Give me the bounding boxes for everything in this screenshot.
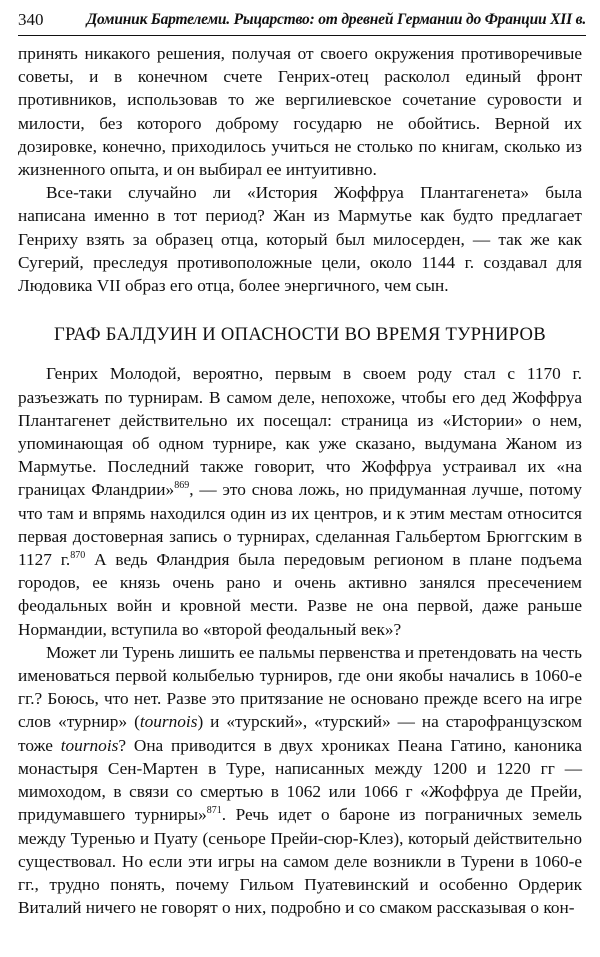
italic-term-2: tournois [60, 735, 119, 755]
body-text [18, 42, 582, 919]
paragraph-3 [18, 362, 582, 640]
italic-term-1: tournois [139, 712, 198, 732]
paragraph-4-part-3: ? Она приводится в двух хрониках Пеана Гатино, каноника монастыря Сен-Мартен в Туре, написанных между 1200 и 1220 гг — мимоходом, в связи со смертью в 1062 или 1066 г «Жоффруа де Прейи, придумавшего турниры» [18, 735, 582, 825]
paragraph-4-part-4: . Речь идет о бароне из пограничных земель между Туренью и Пуату (сеньоре Прейи-сюр-Клез), который действительно существовал. Но если эти игры на самом деле возникли в Турени в 1060-е гг., трудно понять, почему Гильом Пуатевинский и особенно Ордерик Виталий ничего не говорят о них, подробно и со смаком рассказывая о кон- [18, 805, 582, 918]
page-header [18, 6, 586, 36]
footnote-ref-871: 871 [206, 805, 222, 817]
section-heading: ГРАФ БАЛДУИН И ОПАСНОСТИ ВО ВРЕМЯ ТУРНИРОВ [54, 324, 546, 346]
paragraph-4-part-2: ) и «турский», «турский» — на старофранцузском тоже [18, 712, 583, 755]
header-rule [18, 35, 586, 36]
paragraph-1: принять никакого решения, получая от своего окружения противоречивые советы, и в конечном счете Генрих-отец расколол единый фронт противников, использовав то же вергилиевское сочетание суровости и милости, без которого доброму государю не обойтись. Верной их дозировке, конечно, приходилось учиться не столько по книгам, сколько из жизненного опыта, и он выбирал ее интуитивно. [18, 44, 582, 180]
running-title: Доминик Бартелеми. Рыцарство: от древней Германии до Франции XII в. [86, 11, 586, 28]
paragraph-4 [18, 641, 582, 919]
paragraph-3-part-2: , — это снова ложь, но придуманная лучше, потому что там и впрямь находился один из их центров, и к этим местам относится первая достоверная запись о турнирах, сделанная Гальбертом Брюггским в 1127 г. [18, 480, 582, 570]
page-number: 340 [18, 10, 44, 29]
paragraph-3-part-1: Генрих Молодой, вероятно, первым в своем роду стал с 1170 г. разъезжать по турнирам. В самом деле, непохоже, чтобы его дед Жоффруа Плантагенет действительно их посещал: страница из «Истории» о нем, упоминающая об одном турнире, как уже сказано, выдумана Жаном из Мармутье. Последний также говорит, что Жоффруа устраивал их «на границах Фландрии» [18, 364, 582, 500]
footnote-ref-869: 869 [174, 480, 190, 492]
footnote-ref-870: 870 [70, 550, 86, 562]
paragraph-2: Все-таки случайно ли «История Жоффруа Плантагенета» была написана именно в тот период? Жан из Мармутье как будто предлагает Генриху взять за образец отца, который был милосерден, — так же как Сугерий, преследуя противоположные цели, около 1144 г. создавал для Людовика VII образ его отца, более энергичного, чем сын. [18, 183, 582, 296]
paragraph-4-part-1: Может ли Турень лишить ее пальмы первенства и претендовать на честь именоваться первой колыбелью турниров, где они якобы начались в 1060-е гг.? Боюсь, что нет. Разве это притязание не основано прежде всего на игре слов «турнир» ( [18, 642, 582, 732]
paragraph-3-part-3: А ведь Фландрия была передовым регионом в плане подъема городов, ее князь очень рано и очень активно занялся пресечением феодальных войн и кровной мести. Разве не она первой, даже раньше Нормандии, вступила во «второй феодальный век»? [18, 550, 582, 639]
